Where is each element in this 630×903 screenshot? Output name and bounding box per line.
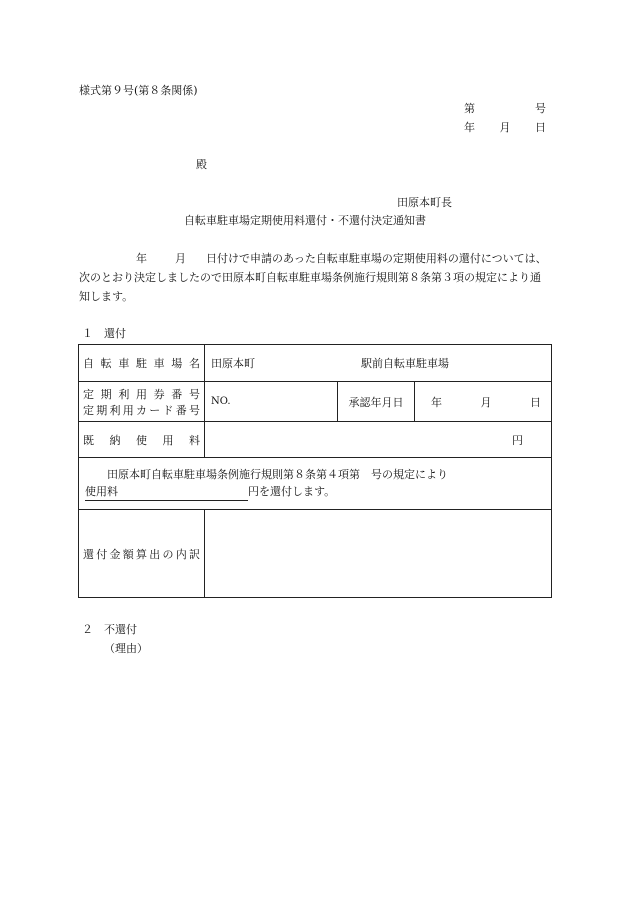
number-suffix: 号 (535, 102, 546, 115)
ticket-number-label (79, 382, 205, 422)
ticket-no-prefix: NO. (211, 396, 231, 407)
document-title: 自転車駐車場定期使用料還付・不還付決定通知書 (184, 214, 426, 227)
approval-year: 年 (431, 395, 442, 409)
parking-label-spread: 自 転 車 駐 車 場 名 (83, 357, 200, 370)
paid-fee-label (79, 422, 205, 458)
paid-unit: 円 (512, 433, 523, 447)
approval-date-label: 承認年月日 (337, 382, 415, 421)
body-year: 年 (136, 252, 147, 265)
date-year: 年 (464, 121, 475, 134)
reason-label: （理由） (104, 642, 148, 655)
body-text: 日付けで申請のあった自転車駐車場の定期使用料の還付については、次のとおり決定しましたので田原本町自転車駐車場条例施行規則第８条第３項の規定により通知します。 (79, 252, 547, 303)
date-month: 月 (499, 121, 511, 134)
refund-suffix: 円を還付します。 (248, 485, 336, 498)
section-refund-heading: １ 還付 (82, 327, 126, 340)
table-row (79, 345, 552, 382)
table-row (79, 458, 552, 510)
approval-day: 日 (530, 395, 541, 409)
date-day: 日 (535, 121, 546, 134)
refund-line-2 (85, 483, 545, 501)
issue-date-line (464, 119, 546, 135)
section-nonrefund-heading: ２ 不還付 (82, 623, 137, 636)
refund-amount-underline (85, 483, 248, 501)
addressee: 殿 (196, 158, 207, 171)
breakdown-label-spread: 還 付 金 額 算 出 の 内 訳 (83, 547, 200, 561)
approval-date-value (415, 382, 551, 421)
body-month: 月 (175, 252, 186, 265)
refund-table (78, 344, 552, 598)
paid-fee-cell (205, 422, 552, 458)
form-number: 様式第９号(第８条関係) (79, 84, 198, 97)
approval-month: 月 (480, 395, 492, 409)
document-number-line (464, 100, 546, 116)
table-row (79, 382, 552, 422)
number-prefix: 第 (464, 102, 475, 115)
breakdown-label (79, 510, 205, 598)
notice-body (79, 249, 551, 306)
paid-label-spread: 既 納 使 用 料 (83, 433, 200, 447)
table-row (79, 510, 552, 598)
refund-statement (79, 458, 552, 510)
issuer: 田原本町長 (397, 196, 452, 209)
breakdown-cell (205, 510, 552, 598)
ticket-label-2: 定 期 利 用 カ ー ド 番 号 (83, 403, 200, 417)
ticket-number-cell (205, 382, 552, 422)
parking-town: 田原本町 (211, 357, 255, 370)
refund-line-1: 田原本町自転車駐車場条例施行規則第８条第４項第 号の規定により (107, 468, 448, 481)
parking-name-label (79, 345, 205, 382)
ticket-label-1: 定 期 利 用 券 番 号 (83, 387, 200, 401)
table-row (79, 422, 552, 458)
parking-suffix: 駅前自転車駐車場 (361, 357, 449, 370)
refund-prefix: 使用料 (85, 485, 118, 498)
parking-name-cell (205, 345, 552, 382)
